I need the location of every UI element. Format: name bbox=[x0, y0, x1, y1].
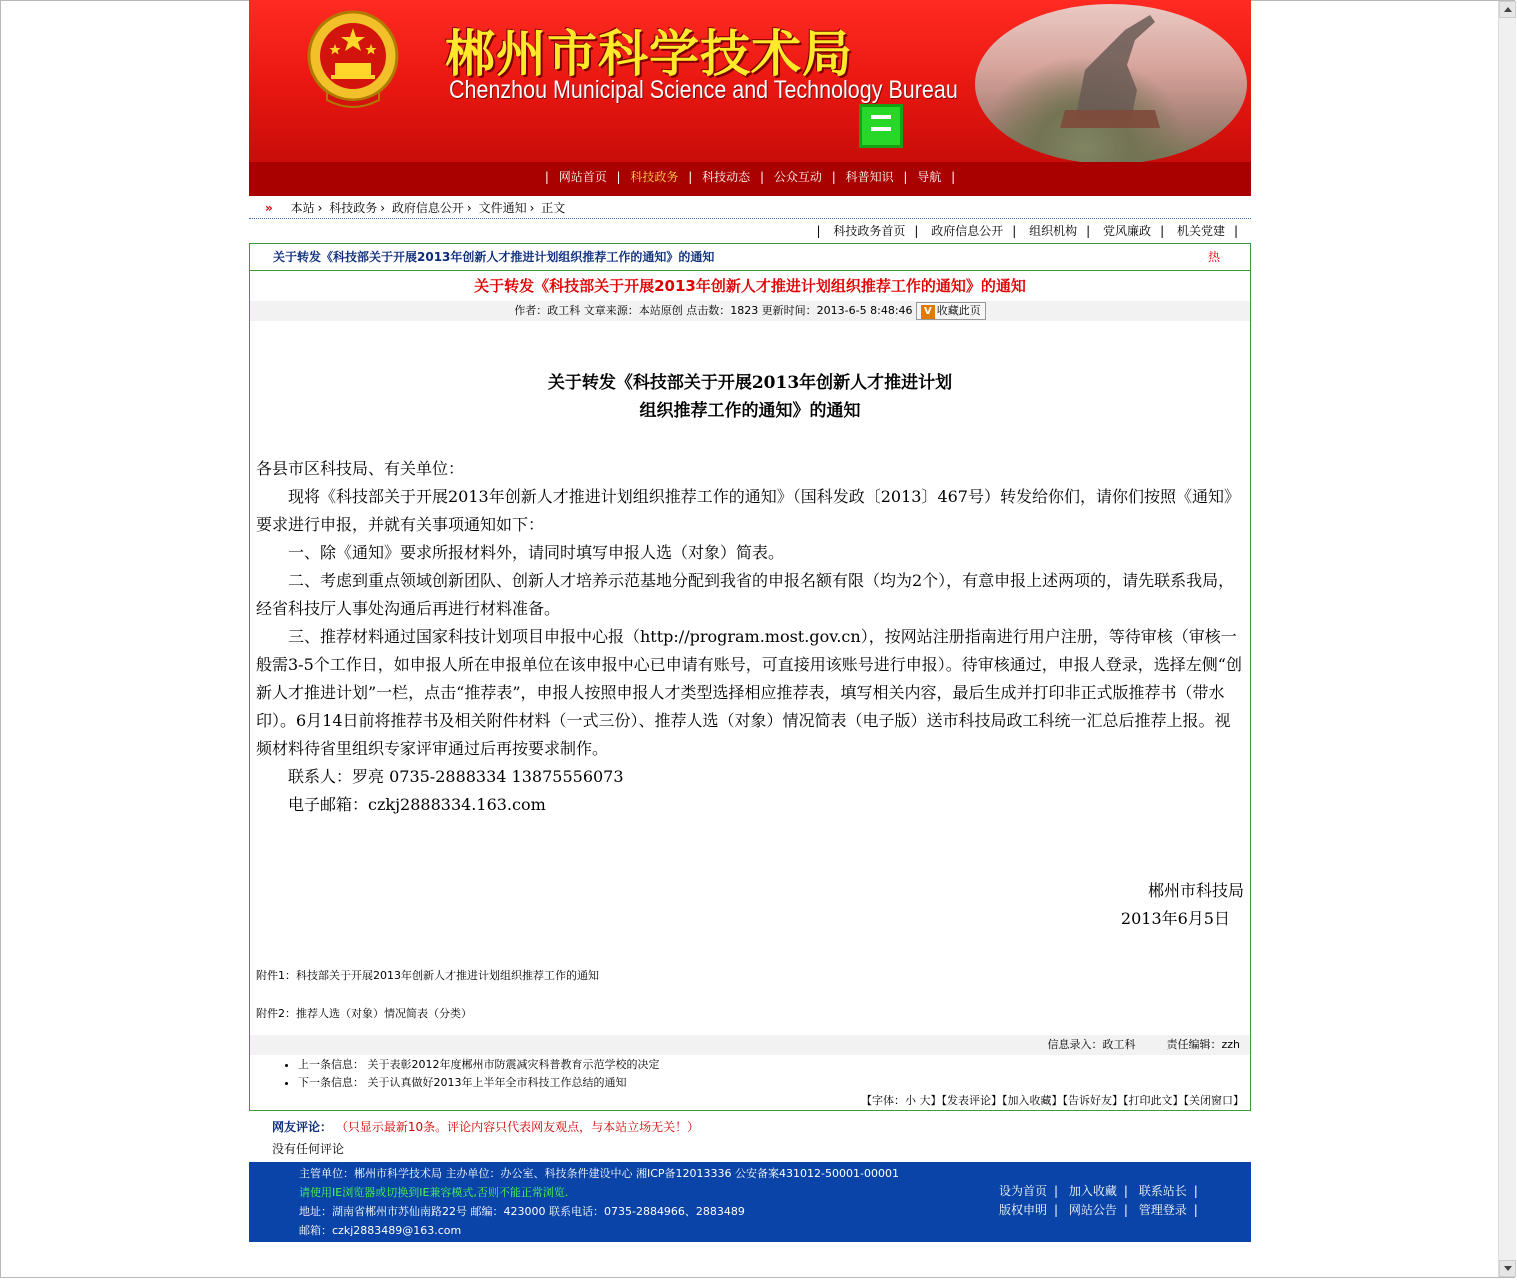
nav-item-home[interactable]: 网站首页 bbox=[558, 170, 607, 184]
nav-separator: | bbox=[759, 170, 765, 184]
article-meta bbox=[250, 301, 1250, 321]
document-title bbox=[256, 369, 1244, 425]
comments-section bbox=[249, 1116, 1251, 1160]
info-entry: 信息录入：政工科 bbox=[1047, 1038, 1136, 1051]
footer-line-3: 地址：湖南省郴州市苏仙南路22号 邮编：423000 联系电话：0735-2884966、2883489 bbox=[299, 1205, 745, 1218]
document-title-line1: 关于转发《科技部关于开展2013年创新人才推进计划 bbox=[547, 373, 953, 393]
breadcrumb-current: 正文 bbox=[541, 201, 566, 215]
nav-separator: | bbox=[688, 170, 693, 184]
site-title-cn: 郴州市科学技术局 bbox=[445, 25, 853, 83]
paragraph-1: 现将《科技部关于开展2013年创新人才推进计划组织推荐工作的通知》（国科发政〔2013〕467号）转发给你们，请你们按照《通知》要求进行申报，并就有关事项通知如下： bbox=[256, 487, 1240, 534]
paragraph-4: 三、推荐材料通过国家科技计划项目申报中心报（http://program.most.gov.cn），按网站注册指南进行用户注册，等待审核（审核一般需3-5个工作日，如申报人所在申报单位在该申报中心已申请有账号，可直接用该账号进行申报）。待审核通过，申报人登录，选择左侧“创新人才推进计划”一栏，点击“推荐表”，申报人按照申报人才类型选择相应推荐表，填写相关内容，最后生成并打印非正式版推荐书（带水印）。6月14日前将推荐书及相关附件材料（一式三份）、推荐人选（对象）情况简表（电子版）送市科技局政工科统一汇总后推荐上报。视频材料待省里组织专家评审通过后再按要求制作。 bbox=[256, 627, 1242, 758]
article-box bbox=[249, 243, 1251, 1111]
article-content bbox=[250, 369, 1250, 1021]
nav-item-gov-affairs[interactable]: 科技政务 bbox=[630, 170, 679, 184]
main-nav bbox=[249, 162, 1251, 196]
contact-line: 联系人：罗亮 0735-2888334 13875556073 bbox=[288, 767, 624, 786]
bookmark-label: 收藏此页 bbox=[936, 304, 981, 317]
footer-browser-warning: 请使用IE浏览器或切换到IE兼容模式,否则不能正常浏览. bbox=[299, 1186, 569, 1199]
hot-badge: 热 bbox=[1207, 250, 1220, 264]
national-emblem-icon bbox=[305, 8, 401, 116]
nav-separator: | bbox=[544, 170, 549, 184]
prev-next-list bbox=[250, 1056, 1250, 1092]
subnav-party[interactable]: 机关党建 bbox=[1176, 224, 1225, 238]
sub-nav: | 科技政务首页 | 政府信息公开 | 组织机构 | 党风廉政 | 机关党建 | bbox=[816, 224, 1238, 238]
footer-admin-login[interactable]: 管理登录 bbox=[1138, 1203, 1187, 1217]
scroll-up-icon[interactable] bbox=[1499, 1, 1516, 18]
subnav-info-public[interactable]: 政府信息公开 bbox=[931, 224, 1004, 238]
document-body bbox=[256, 455, 1244, 819]
footer-info bbox=[299, 1164, 899, 1240]
green-badge-icon bbox=[859, 104, 903, 148]
nav-separator: | bbox=[951, 170, 956, 184]
article-head-title: 关于转发《科技部关于开展2013年创新人才推进计划组织推荐工作的通知》的通知 bbox=[273, 250, 715, 264]
article-title: 关于转发《科技部关于开展2013年创新人才推进计划组织推荐工作的通知》的通知 bbox=[474, 277, 1026, 295]
comments-label: 网友评论： bbox=[272, 1120, 333, 1134]
subnav-gov-home[interactable]: 科技政务首页 bbox=[833, 224, 906, 238]
article-box-header bbox=[250, 244, 1250, 271]
attachment-2[interactable]: 附件2：推荐人选（对象）情况简表（分类） bbox=[256, 1007, 472, 1020]
subnav-organization[interactable]: 组织机构 bbox=[1029, 224, 1078, 238]
double-chevron-right-icon: » bbox=[265, 201, 273, 215]
nav-separator: | bbox=[616, 170, 621, 184]
comments-note: （只显示最新10条。评论内容只代表网友观点，与本站立场无关！） bbox=[335, 1120, 700, 1134]
breadcrumb: » 本站 › 科技政务 › 政府信息公开 › 文件通知 › 正文 bbox=[249, 198, 1251, 219]
editor-bar bbox=[250, 1035, 1250, 1055]
article-tools[interactable]: 【字体：小 大】【发表评论】【加入收藏】【告诉好友】【打印此文】【关闭窗口】 bbox=[861, 1094, 1244, 1107]
next-label: 下一条信息： bbox=[298, 1076, 364, 1089]
paragraph-2: 一、除《通知》要求所报材料外，请同时填写申报人选（对象）简表。 bbox=[288, 543, 785, 562]
document-title-line2: 组织推荐工作的通知》的通知 bbox=[639, 401, 861, 421]
page bbox=[249, 0, 1251, 1242]
nav-item-guide[interactable]: 导航 bbox=[917, 170, 942, 184]
prev-label: 上一条信息： bbox=[298, 1058, 364, 1071]
footer-line-1: 主管单位：郴州市科学技术局 主办单位：办公室、科技条件建设中心 湘ICP备12013336 公安备案431012-50001-00001 bbox=[299, 1167, 899, 1180]
nav-item-science[interactable]: 科普知识 bbox=[845, 170, 894, 184]
next-article bbox=[298, 1074, 1250, 1092]
prev-article bbox=[298, 1056, 1250, 1074]
nav-separator: | bbox=[903, 170, 908, 184]
prev-article-link[interactable]: 关于表彰2012年度郴州市防震减灾科普教育示范学校的决定 bbox=[367, 1058, 660, 1071]
comments-empty: 没有任何评论 bbox=[272, 1142, 345, 1156]
attachment-1[interactable]: 附件1：科技部关于开展2013年创新人才推进计划组织推荐工作的通知 bbox=[256, 969, 599, 982]
signature-org: 郴州市科技局 bbox=[1147, 881, 1244, 900]
nav-item-news[interactable]: 科技动态 bbox=[702, 170, 751, 184]
signature bbox=[256, 877, 1244, 933]
nav-item-interaction[interactable]: 公众互动 bbox=[773, 170, 822, 184]
site-banner bbox=[249, 0, 1251, 162]
footer-line-4: 邮箱：czkj2883489@163.com bbox=[299, 1224, 462, 1237]
breadcrumb-site[interactable]: 本站 bbox=[290, 201, 315, 215]
v-collect-icon: V bbox=[921, 305, 935, 319]
scroll-down-icon[interactable] bbox=[1499, 1260, 1516, 1277]
footer-announcements[interactable]: 网站公告 bbox=[1068, 1203, 1117, 1217]
email-line: 电子邮箱：czkj2888334.163.com bbox=[288, 795, 546, 814]
article-meta-text: 作者：政工科 文章来源：本站原创 点击数：1823 更新时间：2013-6-5 8:48:46 bbox=[514, 304, 913, 317]
breadcrumb-info-public[interactable]: 政府信息公开 bbox=[391, 201, 464, 215]
site-footer bbox=[249, 1162, 1251, 1242]
footer-contact-admin[interactable]: 联系站长 bbox=[1138, 1184, 1187, 1198]
breadcrumb-notices[interactable]: 文件通知 bbox=[478, 201, 527, 215]
footer-add-favorite[interactable]: 加入收藏 bbox=[1068, 1184, 1117, 1198]
signature-date: 2013年6月5日 bbox=[1120, 909, 1230, 928]
vertical-scrollbar[interactable] bbox=[1498, 1, 1516, 1277]
footer-set-home[interactable]: 设为首页 bbox=[999, 1184, 1048, 1198]
responsible-editor: 责任编辑：zzh bbox=[1166, 1038, 1240, 1051]
salutation: 各县市区科技局、有关单位： bbox=[256, 459, 465, 478]
footer-links: 设为首页 | 加入收藏 | 联系站长 | 版权申明 | 网站公告 | 管理登录 | bbox=[999, 1184, 1198, 1217]
next-article-link[interactable]: 关于认真做好2013年上半年全市科技工作总结的通知 bbox=[367, 1076, 627, 1089]
bookmark-button[interactable] bbox=[916, 302, 986, 320]
footer-copyright[interactable]: 版权申明 bbox=[999, 1203, 1048, 1217]
nav-separator: | bbox=[831, 170, 836, 184]
subnav-integrity[interactable]: 党风廉政 bbox=[1103, 224, 1152, 238]
paragraph-3: 二、考虑到重点领域创新团队、创新人才培养示范基地分配到我省的申报名额有限（均为2个），有意申报上述两项的，请先联系我局，经省科技厅人事处沟通后再进行材料准备。 bbox=[256, 571, 1235, 618]
breadcrumb-gov-affairs[interactable]: 科技政务 bbox=[329, 201, 378, 215]
site-title-en: Chenzhou Municipal Science and Technology Bureau bbox=[449, 76, 958, 104]
statue-silhouette bbox=[1055, 10, 1165, 130]
